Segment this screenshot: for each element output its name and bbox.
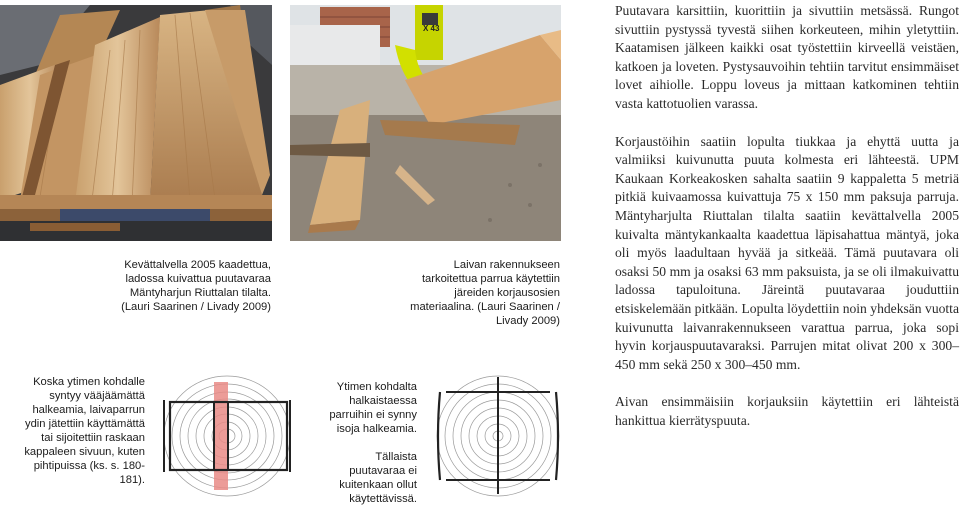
diagram-log-pith-cut [160,372,295,499]
photo-crane-beam [290,5,561,241]
body-paragraph-3: Aivan ensimmäisiin korjauksiin käytettiin eri lähteistä hankittua kierrätyspuuta. [615,394,959,428]
crane-label: X 43 [423,24,440,33]
caption-split-diagram [320,380,417,506]
body-column [615,2,959,430]
caption-split-diagram-b: Tällaista puutavaraa ei kuitenkaan ollut käytettävissä. [339,451,417,505]
diagram-log-split [432,372,564,499]
body-paragraph-2: Korjaustöihin saatiin lopulta tiukkaa ja ehyttä uutta ja valmiiksi kuivunutta puuta kolmesta eri lähteestä. UPM Kaukaan Korkeakosken sahalta saatiin 9 kappaletta 5 metriä pitkiä kuivaamossa kuivattuja 75 x 150 mm paksuja parruja. Mäntyharjulta Riuttalan tilalta saatiin kevättalvella 2005 kuivalta mäntykankaalta kaadettua läpisahattua mäntyä, joka oli myös laadultaan hyvää ja sitkeää. Tämä puutavara oli osaksi 50 mm ja osaksi 63 mm paksuista, ja se oli ilmakuivattu ladossa tapuloituna. Järeintä puutavaraa jouduttiin etsiskelemään pitkään. Lopulta löydettiin noin yhdeksän vuotta kuivunutta laivanrakennukseen varattua parrua, joka sopi hyvin korjauspuutavaraksi. Parrujen mitat olivat 200 x 300–450 mm sekä 250 x 300–450 mm. [615,133,959,372]
caption-pith-diagram: Koska ytimen kohdalle syntyy vääjäämättä halkeamia, laivaparrun ydin jätettiin käyttämättä tai sijoitettiin raskaan kappaleen sivuun, kuten pihtipuissa (ks. s. 180-181). [24,376,145,486]
body-paragraph-1: Puutavara karsittiin, kuorittiin ja sivuttiin metsässä. Rungot sivuttiin pystyssä tyvestä siihen korkeuteen, mihin yletyttiin. Kaatamisen jälkeen kaikki osat työstettiin kirveellä veistäen, katkoen ja loveten. Pystysauvoihin tehtiin tarvitut ensimmäiset lovet aihiolle. Loppu loveus ja mittaan katkominen tehtiin vasta kattotuolien varassa. [615,3,959,111]
caption-crane-photo: Laivan rakennukseen tarkoitettua parrua käytettiin järeiden korjausosien materiaalina. (Lauri Saarinen / Livady 2009) [410,259,560,327]
caption-lumber-photo: Kevättalvella 2005 kaadettua, ladossa kuivattua puutavaraa Mäntyharjun Riuttalan tilalta. (Lauri Saarinen / Livady 2009) [121,259,271,313]
caption-split-diagram-a: Ytimen kohdalta halkaistaessa parruihin ei synny isoja halkeamia. [329,381,417,435]
photo-lumber-stack [0,5,272,241]
